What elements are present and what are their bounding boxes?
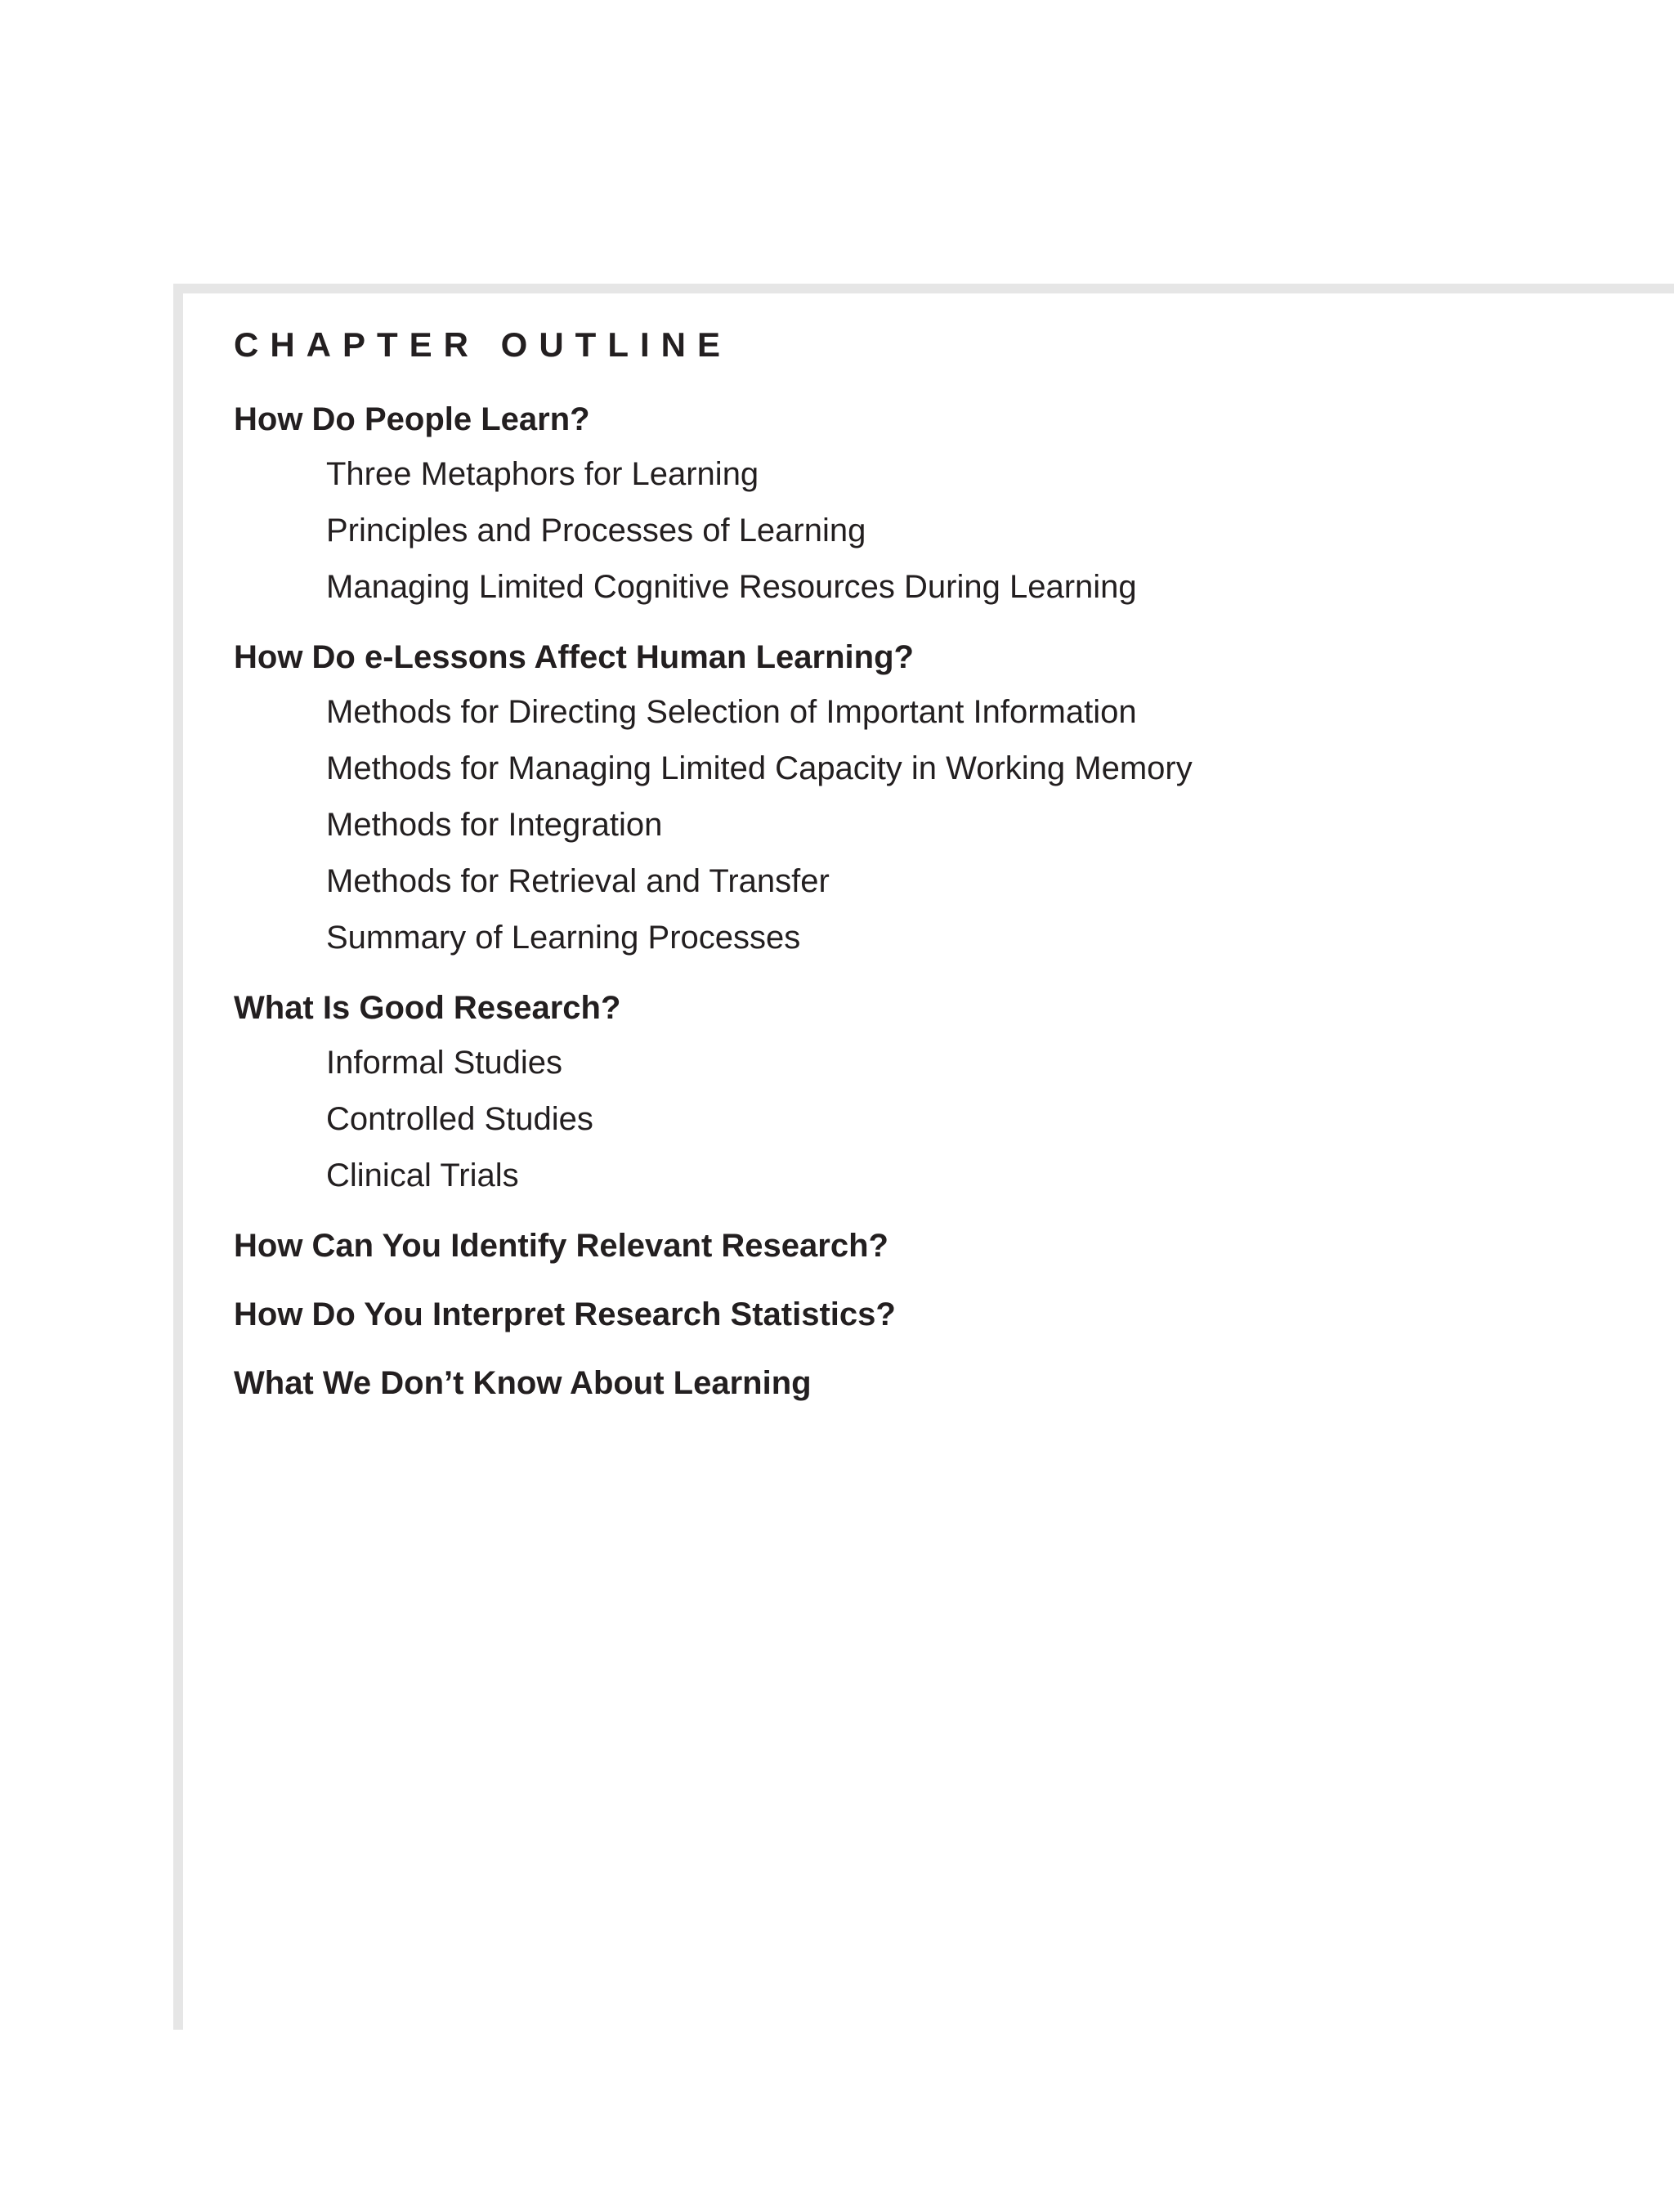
- subtopic-item: Methods for Integration: [326, 807, 663, 843]
- subtopic-item: Principles and Processes of Learning: [326, 513, 866, 549]
- frame-top-border: [173, 284, 1674, 293]
- outline-section: [234, 981, 1623, 1204]
- subtopic-item: Managing Limited Cognitive Resources During Learning: [326, 569, 1137, 605]
- chapter-outline: [234, 320, 1623, 1425]
- subtopic-item: Three Metaphors for Learning: [326, 456, 759, 492]
- section-heading: What Is Good Research?: [234, 990, 621, 1026]
- outline-section: [234, 1287, 1623, 1341]
- subtopic-item: Methods for Retrieval and Transfer: [326, 863, 830, 899]
- outline-section: [234, 1356, 1623, 1410]
- subtopic-item: Methods for Directing Selection of Important Information: [326, 694, 1137, 730]
- section-subtopics: [234, 446, 1623, 616]
- section-heading: How Do People Learn?: [234, 401, 590, 437]
- section-heading: How Can You Identify Relevant Research?: [234, 1228, 888, 1264]
- section-subtopics: [234, 684, 1623, 966]
- section-subtopics: [234, 1035, 1623, 1204]
- outline-section: [234, 1219, 1623, 1273]
- outline-section: [234, 392, 1623, 616]
- section-heading: What We Don’t Know About Learning: [234, 1365, 812, 1401]
- frame-left-border: [173, 284, 183, 2030]
- section-heading: How Do e-Lessons Affect Human Learning?: [234, 639, 914, 675]
- section-heading: How Do You Interpret Research Statistics?: [234, 1296, 896, 1332]
- subtopic-item: Informal Studies: [326, 1045, 563, 1081]
- subtopic-item: Clinical Trials: [326, 1157, 519, 1193]
- outline-section: [234, 630, 1623, 966]
- outline-title: CHAPTER OUTLINE: [234, 325, 732, 364]
- subtopic-item: Controlled Studies: [326, 1101, 593, 1137]
- subtopic-item: Summary of Learning Processes: [326, 920, 801, 956]
- subtopic-item: Methods for Managing Limited Capacity in Working Memory: [326, 750, 1193, 786]
